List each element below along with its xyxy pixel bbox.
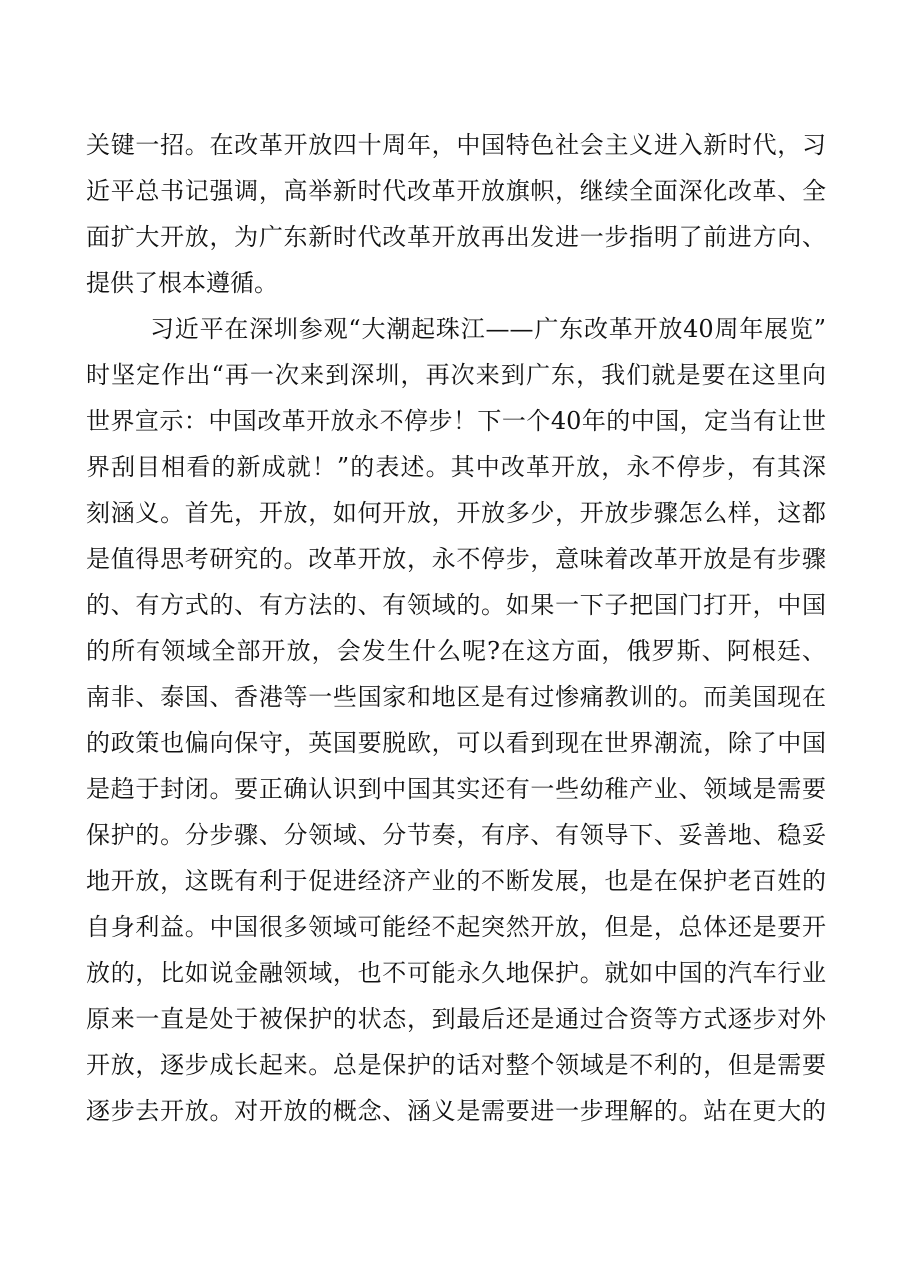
text-line: 面扩大开放，为广东新时代改革开放再出发进一步指明了前进方向、	[86, 223, 826, 251]
text-line: 地开放，这既有利于促进经济产业的不断发展，也是在保护老百姓的	[86, 867, 826, 895]
text-line: 开放，逐步成长起来。总是保护的话对整个领域是不利的，但是需要	[86, 1051, 826, 1079]
text-line: 世界宣示：中国改革开放永不停步！下一个40年的中国，定当有让世	[86, 407, 826, 435]
text-line: 时坚定作出“再一次来到深圳，再次来到广东，我们就是要在这里向	[86, 361, 826, 389]
text-line: 是趋于封闭。要正确认识到中国其实还有一些幼稚产业、领域是需要	[86, 775, 826, 803]
text-line: 是值得思考研究的。改革开放，永不停步，意味着改革开放是有步骤	[86, 545, 826, 573]
text-line: 的所有领域全部开放，会发生什么呢?在这方面，俄罗斯、阿根廷、	[86, 637, 826, 665]
text-line: 的、有方式的、有方法的、有领域的。如果一下子把国门打开，中国	[86, 591, 826, 619]
paragraph-first-line: 习近平在深圳参观“大潮起珠江——广东改革开放40周年展览”	[150, 315, 826, 343]
text-line: 自身利益。中国很多领域可能经不起突然开放，但是，总体还是要开	[86, 913, 826, 941]
text-line: 近平总书记强调，高举新时代改革开放旗帜，继续全面深化改革、全	[86, 177, 826, 205]
text-line: 保护的。分步骤、分领域、分节奏，有序、有领导下、妥善地、稳妥	[86, 821, 826, 849]
text-line: 关键一招。在改革开放四十周年，中国特色社会主义进入新时代，习	[86, 131, 826, 159]
text-line: 提供了根本遵循。	[86, 269, 278, 297]
document-body	[86, 122, 826, 1134]
text-line: 界刮目相看的新成就！”的表述。其中改革开放，永不停步，有其深	[86, 453, 826, 481]
text-line: 刻涵义。首先，开放，如何开放，开放多少，开放步骤怎么样，这都	[86, 499, 826, 527]
text-line: 南非、泰国、香港等一些国家和地区是有过惨痛教训的。而美国现在	[86, 683, 826, 711]
text-line: 逐步去开放。对开放的概念、涵义是需要进一步理解的。站在更大的	[86, 1097, 826, 1125]
text-line: 原来一直是处于被保护的状态，到最后还是通过合资等方式逐步对外	[86, 1005, 826, 1033]
text-line: 的政策也偏向保守，英国要脱欧，可以看到现在世界潮流，除了中国	[86, 729, 826, 757]
text-line: 放的，比如说金融领域，也不可能永久地保护。就如中国的汽车行业	[86, 959, 826, 987]
